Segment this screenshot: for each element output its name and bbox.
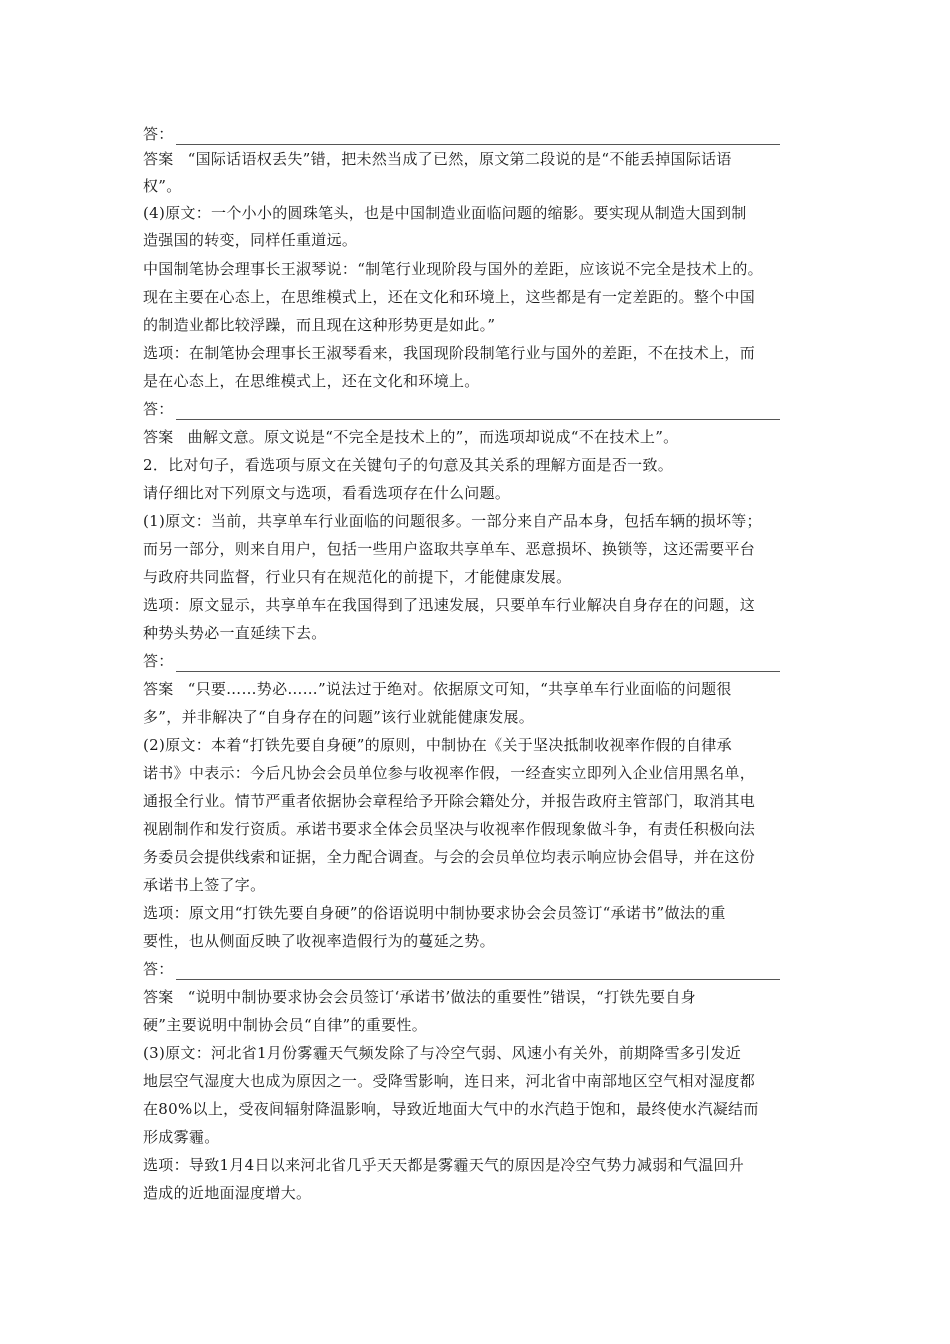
answer-blank[interactable] [176, 405, 780, 420]
text-line: (3)原文：河北省1月份雾霾天气频发除了与冷空气弱、风速小有关外，前期降雪多引发近 [143, 1044, 742, 1062]
text-line: 诺书》中表示：今后凡协会会员单位参与收视率作假，一经查实立即列入企业信用黑名单， [143, 764, 756, 782]
text-line: 选项：原文用“打铁先要自身硬”的俗语说明中制协要求协会会员签订“承诺书”做法的重 [143, 904, 726, 922]
text-line: 请仔细比对下列原文与选项，看看选项存在什么问题。 [143, 484, 511, 502]
text-line: 要性，也从侧面反映了收视率造假行为的蔓延之势。 [143, 932, 495, 950]
text-line: (2)原文：本着“打铁先要自身硬”的原则，中制协在《关于坚决抵制收视率作假的自律承 [143, 736, 732, 754]
text-line: 与政府共同监督，行业只有在规范化的前提下，才能健康发展。 [143, 568, 572, 586]
answer-tag: 答案 [143, 428, 174, 446]
answer-blank-line[interactable]: 答： [143, 398, 823, 420]
answer-blank-line[interactable]: 答： [143, 650, 823, 672]
text-line: 而另一部分，则来自用户，包括一些用户盗取共享单车、恶意损坏、换锁等，这还需要平台 [143, 540, 756, 558]
answer-blank[interactable] [176, 965, 780, 980]
text-line: 在80%以上，受夜间辐射降温影响，导致近地面大气中的水汽趋于饱和，最终使水汽凝结而 [143, 1100, 759, 1118]
text-line: 种势头势必一直延续下去。 [143, 624, 327, 642]
text-line: 的制造业都比较浮躁，而且现在这种形势更是如此。” [143, 316, 496, 334]
text-line: 现在主要在心态上，在思维模式上，还在文化和环境上，这些都是有一定差距的。整个中国 [143, 288, 756, 306]
answer-blank-line[interactable]: 答： [143, 958, 823, 980]
answer-line: 答案 “说明中制协要求协会会员签订‘承诺书’做法的重要性”错误，“打铁先要自身 [143, 988, 696, 1006]
text-line: (1)原文：当前，共享单车行业面临的问题很多。一部分来自产品本身，包括车辆的损坏等； [143, 512, 762, 530]
answer-line: 答案 “国际话语权丢失”错，把未然当成了已然，原文第二段说的是“不能丢掉国际话语 [143, 150, 732, 168]
text-line: 选项：在制笔协会理事长王淑琴看来，我国现阶段制笔行业与国外的差距，不在技术上，而 [143, 344, 756, 362]
text-line: 选项：原文显示，共享单车在我国得到了迅速发展，只要单车行业解决自身存在的问题，这 [143, 596, 756, 614]
answer-tag: 答案 [143, 150, 174, 168]
text-line: 地层空气湿度大也成为原因之一。受降雪影响，连日来，河北省中南部地区空气相对湿度都 [143, 1072, 756, 1090]
text-line: 选项：导致1月4日以来河北省几乎天天都是雾霾天气的原因是冷空气势力减弱和气温回升 [143, 1156, 745, 1174]
text-line: 造成的近地面湿度增大。 [143, 1184, 312, 1202]
text-line: 务委员会提供线索和证据，全力配合调查。与会的会员单位均表示响应协会倡导，并在这份 [143, 848, 756, 866]
text-line: 造强国的转变，同样任重道远。 [143, 231, 358, 249]
text-line: 视剧制作和发行资质。承诺书要求全体会员坚决与收视率作假现象做斗争，有责任积极向法 [143, 820, 756, 838]
answer-line: 答案 曲解文意。原文说是“不完全是技术上的”，而选项却说成“不在技术上”。 [143, 428, 679, 446]
text-line: 通报全行业。情节严重者依据协会章程给予开除会籍处分，并报告政府主管部门，取消其电 [143, 792, 756, 810]
answer-blank[interactable] [176, 657, 780, 672]
text-line: 多”，并非解决了“自身存在的问题”该行业就能健康发展。 [143, 708, 535, 726]
answer-tag: 答案 [143, 680, 174, 698]
answer-blank-line[interactable]: 答： [143, 123, 823, 145]
text-line: 硬”主要说明中制协会员“自律”的重要性。 [143, 1016, 428, 1034]
answer-blank[interactable] [176, 130, 780, 145]
text-line: 承诺书上签了字。 [143, 876, 266, 894]
text-line: 形成雾霾。 [143, 1128, 220, 1146]
section-heading: 2．比对句子，看选项与原文在关键句子的句意及其关系的理解方面是否一致。 [143, 456, 674, 474]
answer-line: 答案 “只要……势必……”说法过于绝对。依据原文可知，“共享单车行业面临的问题很 [143, 680, 732, 698]
answer-tag: 答案 [143, 988, 174, 1006]
text-line: (4)原文：一个小小的圆珠笔头，也是中国制造业面临问题的缩影。要实现从制造大国到制 [143, 204, 747, 222]
text-line: 权”。 [143, 177, 182, 195]
text-line: 中国制笔协会理事长王淑琴说：“制笔行业现阶段与国外的差距，应该说不完全是技术上的。 [143, 260, 763, 278]
text-line: 是在心态上，在思维模式上，还在文化和环境上。 [143, 372, 480, 390]
